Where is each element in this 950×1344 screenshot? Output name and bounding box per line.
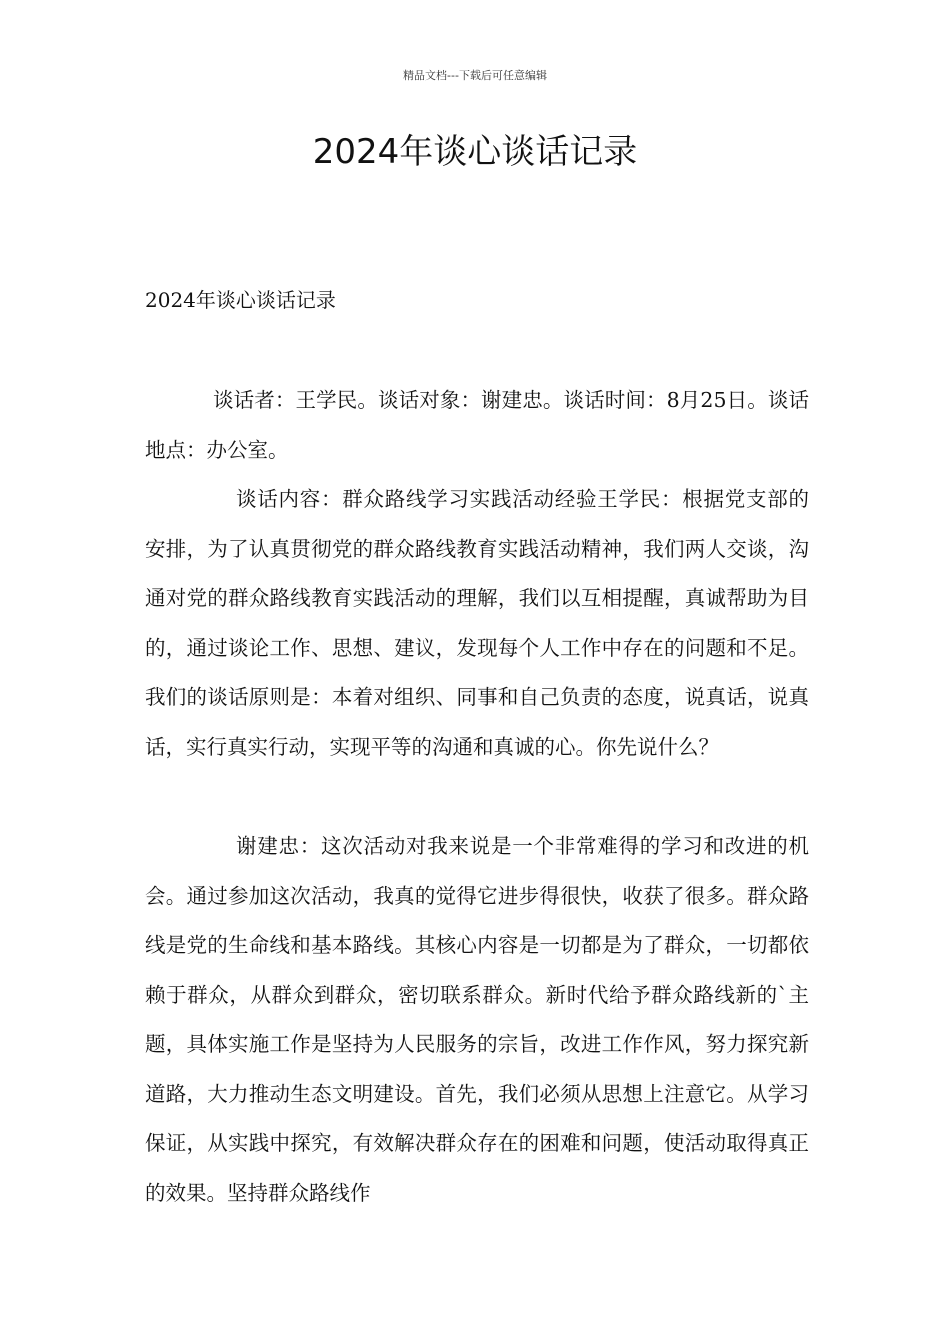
document-title: 2024年谈心谈话记录 — [312, 132, 638, 172]
paragraph-meeting-info: 谈话者：王学民。谈话对象：谢建忠。谈话时间：8月25日。谈话地点：办公室。 — [145, 388, 809, 462]
header-note: 精品文档---下载后可任意编辑 — [403, 69, 547, 82]
paragraph-response: 谢建忠：这次活动对我来说是一个非常难得的学习和改进的机会。通过参加这次活动，我真的觉得它进步得很快，收获了很多。群众路线是党的生命线和基本路线。其核心内容是一切都是为了群众，一切都依赖于群众，从群众到群众，密切联系群众。新时代给予群众路线新的`主题，具体实施工作是坚持为人民服务的宗旨，改进工作作风，努力探究新道路，大力推动生态文明建设。首先，我们必须从思想上注意它。从学习保证，从实践中探究，有效解决群众存在的困难和问题，使活动取得真正的效果。坚持群众路线作 — [145, 834, 809, 1205]
paragraph-talk-content: 谈话内容：群众路线学习实践活动经验王学民：根据党支部的安排，为了认真贯彻党的群众路线教育实践活动精神，我们两人交谈，沟通对党的群众路线教育实践活动的理解，我们以互相提醒，真诚帮助为目的，通过谈论工作、思想、建议，发现每个人工作中存在的问题和不足。我们的谈话原则是：本着对组织、同事和自己负责的态度，说真话，说真话，实行真实行动，实现平等的沟通和真诚的心。你先说什么？ — [145, 487, 809, 759]
document-subtitle: 2024年谈心谈话记录 — [145, 288, 336, 312]
